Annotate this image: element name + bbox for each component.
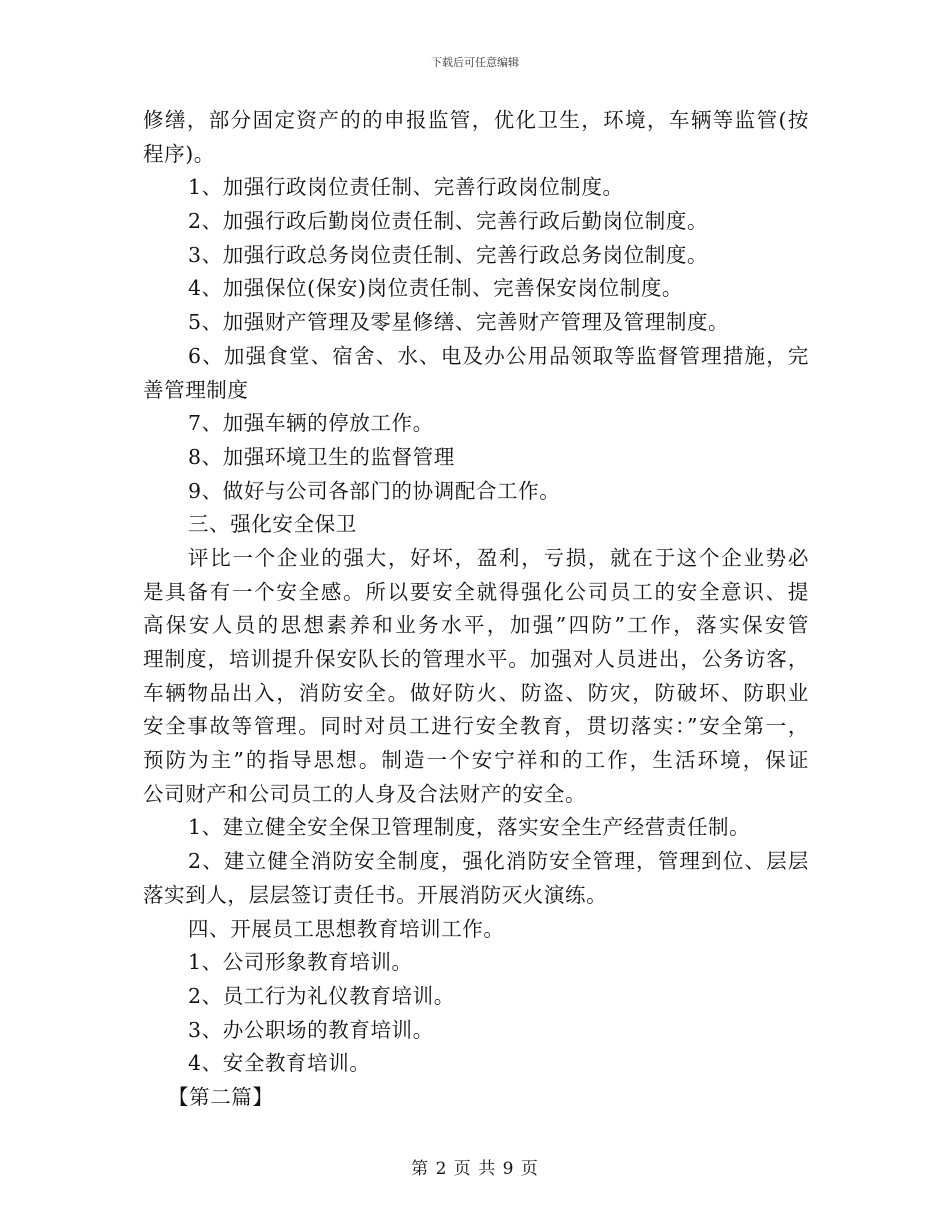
text-line: 1、加强行政岗位责任制、完善行政岗位制度。 <box>188 175 624 200</box>
text-line: 修缮，部分固定资产的的申报监管，优化卫生，环境，车辆等监管(按 <box>143 108 809 132</box>
text-line: 高保安人员的思想素养和业务水平，加强”四防”工作，落实保安管 <box>143 613 809 638</box>
text-line: 1、公司形象教育培训。 <box>188 950 413 975</box>
text-line: 3、加强行政总务岗位责任制、完善行政总务岗位制度。 <box>188 242 709 267</box>
text-line: 车辆物品出入，消防安全。做好防火、防盗、防灾，防破坏、防职业 <box>143 680 809 705</box>
text-line: 是具备有一个安全感。所以要安全就得强化公司员工的安全意识、提 <box>143 579 809 604</box>
text-line: 7、加强车辆的停放工作。 <box>188 411 434 436</box>
text-line: 评比一个企业的强大，好坏，盈利，亏损，就在于这个企业势必 <box>188 545 809 570</box>
text-line: 三、强化安全保卫 <box>188 512 357 537</box>
text-line: 8、加强环境卫生的监督管理 <box>188 444 455 469</box>
text-line: 【第二篇】 <box>168 1084 274 1109</box>
page-header: 下载后可任意编辑 <box>431 56 519 69</box>
text-line: 6、加强食堂、宿舍、水、电及办公用品领取等监督管理措施，完 <box>188 343 809 368</box>
text-line: 2、加强行政后勤岗位责任制、完善行政后勤岗位制度。 <box>188 209 709 234</box>
page-footer: 第 2 页 共 9 页 <box>411 1159 539 1179</box>
text-line: 公司财产和公司员工的人身及合法财产的安全。 <box>143 781 587 806</box>
text-line: 安全事故等管理。同时对员工进行安全教育，贯切落实：”安全第一， <box>143 714 809 739</box>
text-line: 2、员工行为礼仪教育培训。 <box>188 983 455 1008</box>
text-line: 2、建立健全消防安全制度，强化消防安全管理，管理到位、层层 <box>188 849 809 874</box>
text-line: 3、办公职场的教育培训。 <box>188 1017 434 1042</box>
document-body <box>143 104 809 1115</box>
text-line: 预防为主”的指导思想。制造一个安宁祥和的工作，生活环境，保证 <box>143 748 809 773</box>
text-line: 理制度，培训提升保安队长的管理水平。加强对人员进出，公务访客， <box>143 647 809 671</box>
text-line: 四、开展员工思想教育培训工作。 <box>188 916 505 941</box>
text-line: 1、建立健全安全保卫管理制度，落实安全生产经营责任制。 <box>188 815 751 840</box>
text-line: 善管理制度 <box>143 377 249 402</box>
text-line: 5、加强财产管理及零星修缮、完善财产管理及管理制度。 <box>188 310 730 335</box>
text-line: 程序)。 <box>143 141 215 166</box>
text-line: 4、安全教育培训。 <box>188 1051 371 1076</box>
text-line: 9、做好与公司各部门的协调配合工作。 <box>188 478 561 503</box>
text-line: 落实到人，层层签订责任书。开展消防灭火演练。 <box>143 882 608 907</box>
text-line: 4、加强保位(保安)岗位责任制、完善保安岗位制度。 <box>188 276 684 301</box>
